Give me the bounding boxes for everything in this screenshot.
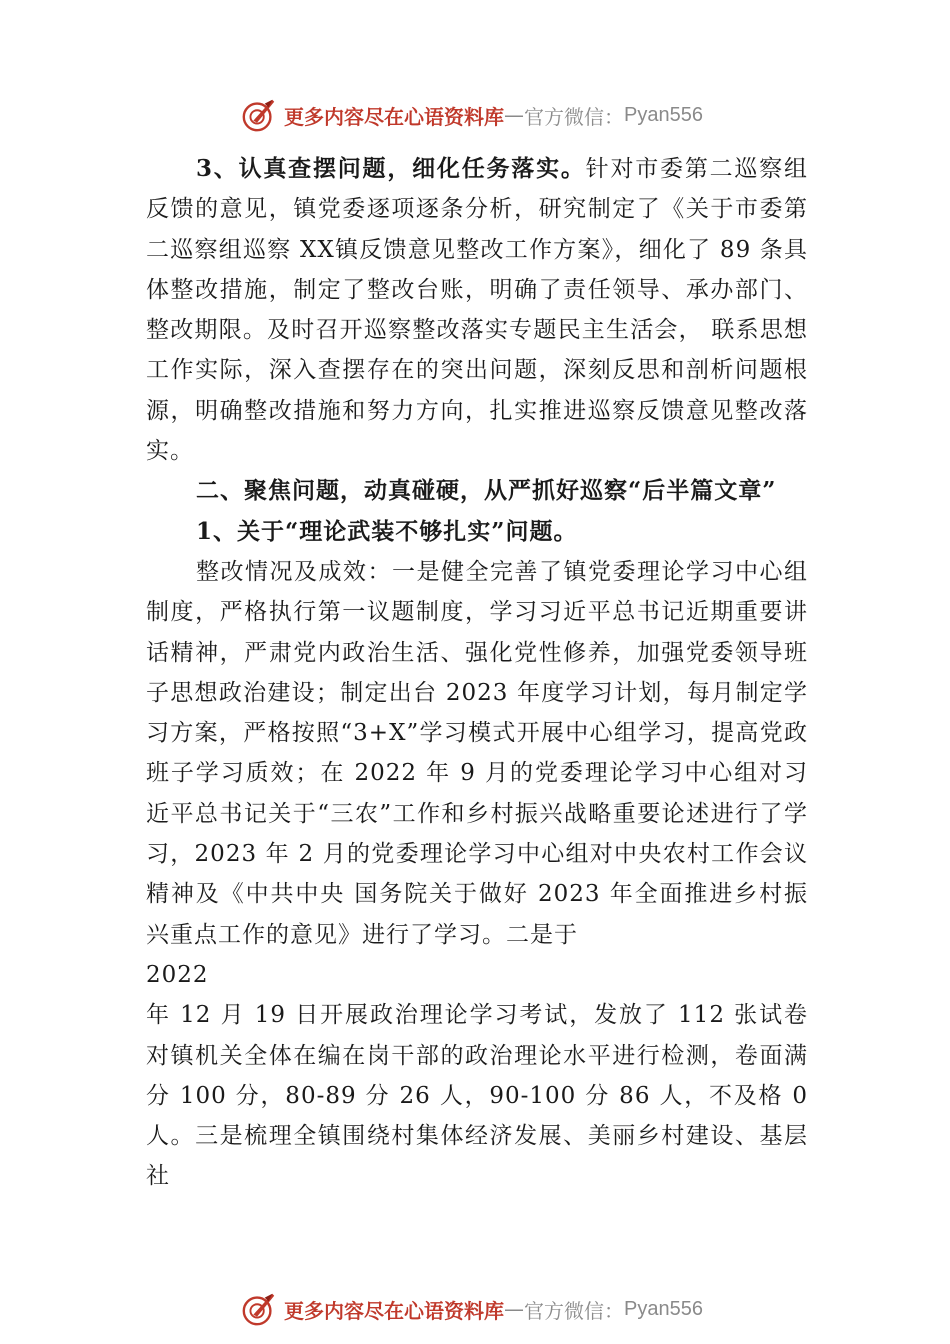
header-banner — [240, 95, 703, 135]
banner-main-text: 更多内容尽在心语资料库 — [284, 1298, 504, 1323]
banner-main-text: 更多内容尽在心语资料库 — [284, 104, 504, 129]
section-2-heading: 二、聚焦问题，动真碰硬，从严抓好巡察“后半篇文章” — [196, 477, 777, 505]
document-body — [146, 149, 808, 1197]
continued-paragraph: 年 12 月 19 日开展政治理论学习考试，发放了 112 张试卷对镇机关全体在编在岗干部的政治理论水平进行检测，卷面满分 100 分，80-89 分 26 人，90-100 分 86 人，不及格 0 人。三是梳理全镇围绕村集体经济发展、美丽乡村建设、基层社 — [146, 1002, 808, 1190]
section-1-paragraph — [146, 149, 808, 471]
subsection-1-heading: 1、关于“理论武装不够扎实”问题。 — [196, 517, 578, 545]
quill-logo-icon — [240, 1290, 278, 1328]
year-fragment: 2022 — [146, 961, 209, 988]
banner-wechat-id: Pyan556 — [624, 103, 703, 126]
banner-dash: — — [504, 103, 524, 127]
quill-logo-icon — [240, 96, 278, 134]
section-1-heading: 3、认真查摆问题，细化任务落实。 — [196, 155, 586, 182]
banner-label: 官方微信： — [524, 1298, 624, 1323]
banner-wechat-id: Pyan556 — [624, 1297, 703, 1320]
banner-dash: — — [504, 1297, 524, 1321]
section-1-body: 针对市委第二巡察组反馈的意见，镇党委逐项逐条分析，研究制定了《关于市委第二巡察组巡察 XX镇反馈意见整改工作方案》，细化了 89 条具体整改措施，制定了整改台账，明确了责任领导、承办部门、整改期限。及时召开巡察整改落实专题民主生活会， 联系思想工作实际，深入查摆存在的突出问题，深刻反思和剖析问题根源，明确整改措施和努力方向，扎实推进巡察反馈意见整改落实。 — [146, 156, 808, 465]
main-paragraph: 整改情况及成效：一是健全完善了镇党委理论学习中心组制度，严格执行第一议题制度，学习习近平总书记近期重要讲话精神，严肃党内政治生活、强化党性修养，加强党委领导班子思想政治建设；制定出台 2023 年度学习计划，每月制定学习方案，严格按照“3+X”学习模式开展中心组学习，提高党政班子学习质效；在 2022 年 9 月的党委理论学习中心组对习近平总书记关于“三农”工作和乡村振兴战略重要论述进行了学习，2023 年 2 月的党委理论学习中心组对中央农村工作会议精神及《中共中央 国务院关于做好 2023 年全面推进乡村振兴重点工作的意见》进行了学习。二是于 — [146, 558, 808, 948]
banner-label: 官方微信： — [524, 104, 624, 129]
footer-banner — [240, 1289, 703, 1329]
